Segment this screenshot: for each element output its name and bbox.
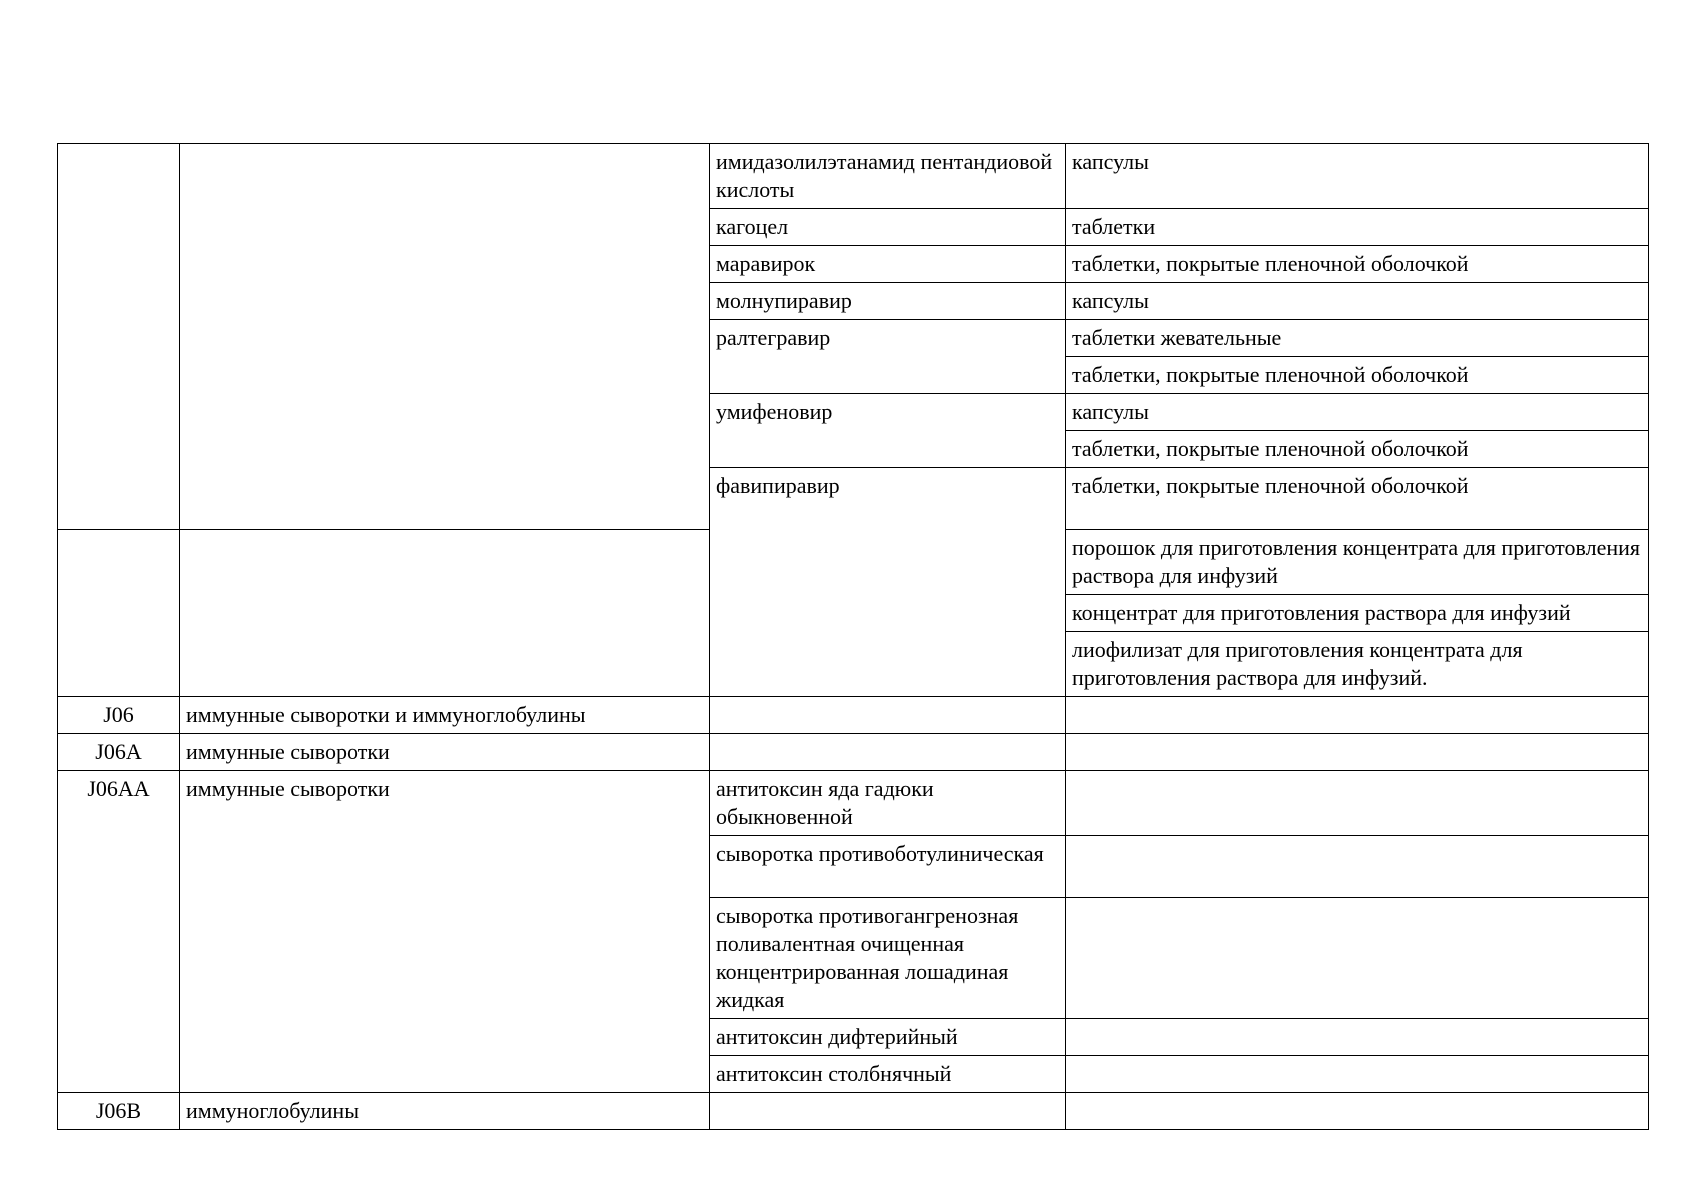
dosage-form-cell-empty (1066, 836, 1649, 898)
table-row (58, 144, 1649, 209)
drug-name-cell: сыворотка противоботулиническая (710, 836, 1066, 898)
dosage-form-cell: концентрат для приготовления раствора для инфузий (1066, 595, 1649, 632)
group-cell-empty (180, 530, 710, 697)
dosage-form-cell-empty (1066, 734, 1649, 771)
group-name-cell: иммунные сыворотки (180, 734, 710, 771)
dosage-form-cell: таблетки, покрытые пленочной оболочкой (1066, 357, 1649, 394)
drug-name-cell: кагоцел (710, 209, 1066, 246)
dosage-form-cell: капсулы (1066, 283, 1649, 320)
atc-code-cell: J06AA (58, 771, 180, 1093)
dosage-form-cell-empty (1066, 1019, 1649, 1056)
dosage-form-cell: капсулы (1066, 394, 1649, 431)
dosage-form-cell: таблетки жевательные (1066, 320, 1649, 357)
drug-name-cell: сыворотка противогангренозная поливалентная очищенная концентрированная лошадиная жидкая (710, 898, 1066, 1019)
drug-name-cell-empty (710, 1093, 1066, 1130)
dosage-form-cell: лиофилизат для приготовления концентрата для приготовления раствора для инфузий. (1066, 632, 1649, 697)
table-row (58, 771, 1649, 836)
dosage-form-cell: таблетки, покрытые пленочной оболочкой (1066, 468, 1649, 530)
group-cell-empty (180, 144, 710, 530)
table-row (58, 697, 1649, 734)
dosage-form-cell-empty (1066, 1093, 1649, 1130)
dosage-form-cell-empty (1066, 771, 1649, 836)
dosage-form-cell: таблетки, покрытые пленочной оболочкой (1066, 431, 1649, 468)
drug-name-cell: молнупиравир (710, 283, 1066, 320)
drug-name-cell: антитоксин яда гадюки обыкновенной (710, 771, 1066, 836)
table-row (58, 1093, 1649, 1130)
dosage-form-cell: капсулы (1066, 144, 1649, 209)
table-row (58, 734, 1649, 771)
code-cell-empty (58, 530, 180, 697)
dosage-form-cell: таблетки (1066, 209, 1649, 246)
group-name-cell: иммуноглобулины (180, 1093, 710, 1130)
code-cell-empty (58, 144, 180, 530)
drug-name-cell-empty (710, 734, 1066, 771)
group-name-cell: иммунные сыворотки (180, 771, 710, 1093)
group-name-cell: иммунные сыворотки и иммуноглобулины (180, 697, 710, 734)
drug-name-cell: умифеновир (710, 394, 1066, 468)
dosage-form-cell-empty (1066, 697, 1649, 734)
atc-code-cell: J06B (58, 1093, 180, 1130)
drug-list-table (57, 143, 1649, 1130)
drug-name-cell: ралтегравир (710, 320, 1066, 394)
atc-code-cell: J06 (58, 697, 180, 734)
drug-name-cell: антитоксин дифтерийный (710, 1019, 1066, 1056)
dosage-form-cell: таблетки, покрытые пленочной оболочкой (1066, 246, 1649, 283)
atc-code-cell: J06A (58, 734, 180, 771)
dosage-form-cell-empty (1066, 898, 1649, 1019)
drug-name-cell: фавипиравир (710, 468, 1066, 697)
drug-name-cell: имидазолилэтанамид пентандиовой кислоты (710, 144, 1066, 209)
drug-name-cell: маравирок (710, 246, 1066, 283)
drug-name-cell: антитоксин столбнячный (710, 1056, 1066, 1093)
dosage-form-cell-empty (1066, 1056, 1649, 1093)
drug-name-cell-empty (710, 697, 1066, 734)
dosage-form-cell: порошок для приготовления концентрата для приготовления раствора для инфузий (1066, 530, 1649, 595)
